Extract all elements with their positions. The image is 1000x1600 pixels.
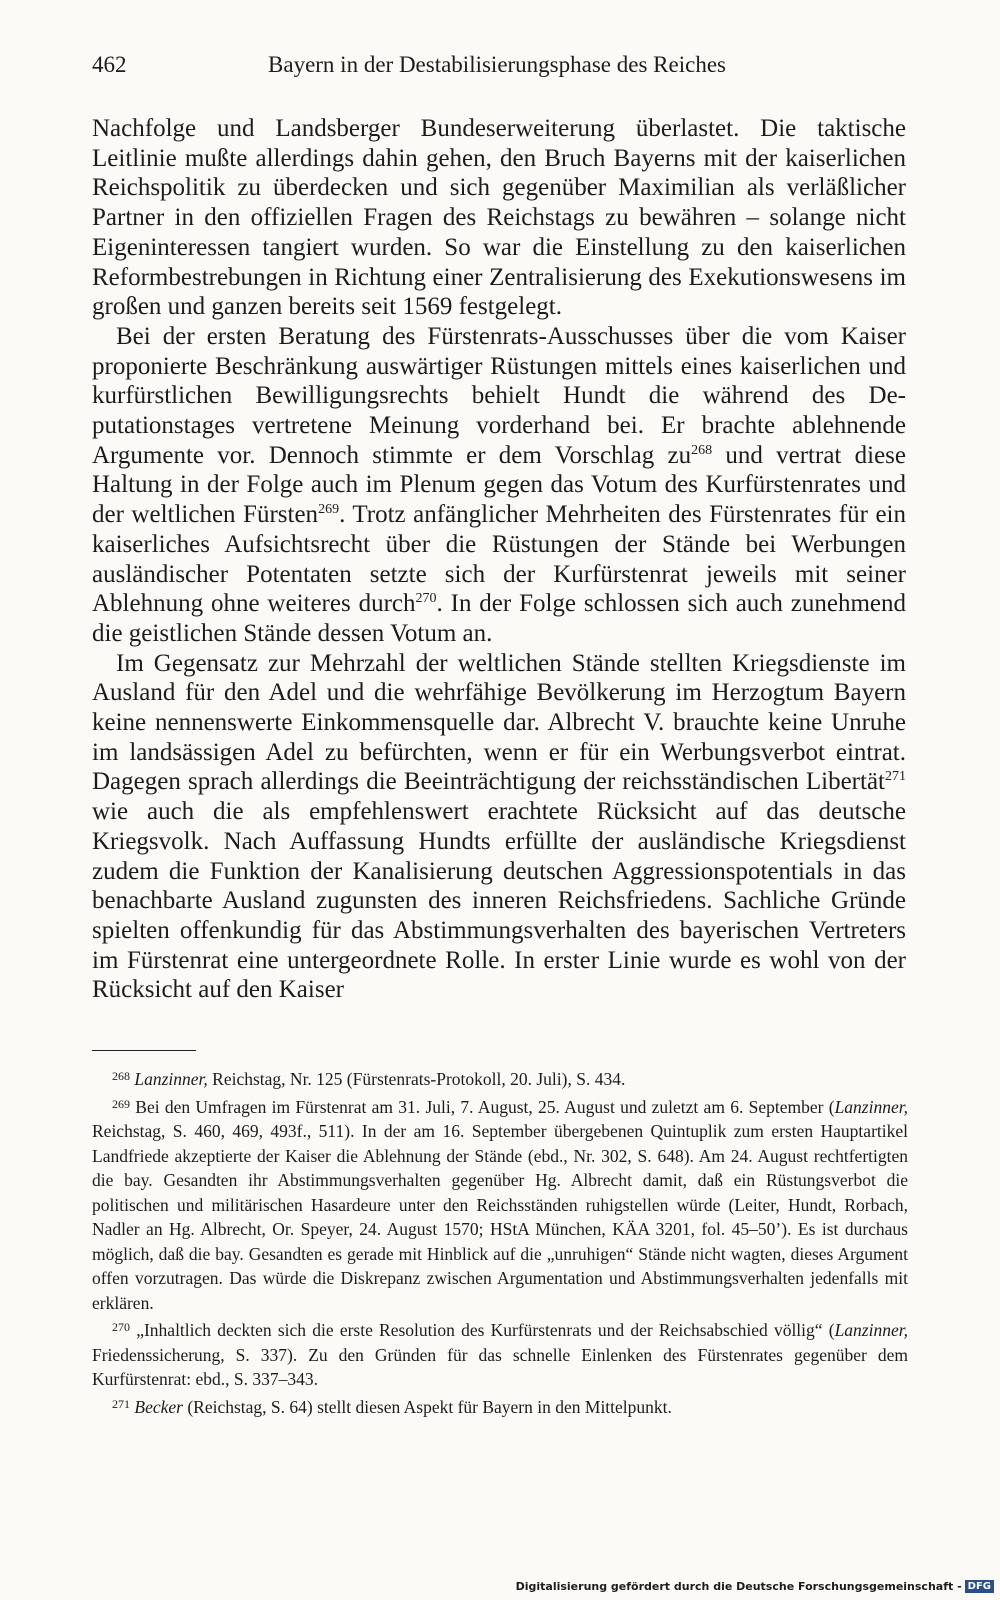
paragraph-3-text-a: Im Gegensatz zur Mehrzahl der weltlichen Stände stellten Kriegsdienste im Ausland für den Adel und die wehrfähige Bevölkerung im Herzogtum Bayern keine nennenswerte Einkommensquelle dar. Albrecht V. brauchte keine Unruhe im landsässigen Adel zu befürchten, wenn er für ein Werbungsverbot eintrat. Dagegen sprach allerdings die Beeinträchtigung der reichsständischen Libertät bbox=[92, 649, 906, 796]
footnote-author: Becker bbox=[134, 1396, 183, 1417]
footnotes bbox=[92, 1064, 908, 1419]
dfg-logo-icon: DFG bbox=[965, 1580, 994, 1593]
footnote-269 bbox=[92, 1092, 908, 1316]
footnote-ref-271[interactable]: 271 bbox=[885, 769, 906, 785]
footnote-text: Bei den Umfragen im Fürstenrat am 31. Juli, 7. August, 25. August und zuletzt am 6. September ( bbox=[130, 1096, 835, 1117]
running-title: Bayern in der Destabilisierungsphase des Reiches bbox=[268, 52, 726, 77]
main-text bbox=[92, 114, 906, 1005]
digitization-footer bbox=[516, 1576, 994, 1596]
footnote-author: Lanzinner, bbox=[834, 1320, 908, 1340]
footnote-text: Reichstag, S. 460, 469, 493f., 511). In der am 16. September übergebenen Quintuplik zum ersten Hauptartikel Landfriede akzeptierte der Kaiser die Ablehnung der Stände (ebd., Nr. 302, S. 648). Am 24. August rechtfertigten die bay. Gesandten ihr Abstimmungsverhalten gegenüber Hg. Albrecht damit, daß ein Rüstungsverbot die politischen und militärischen Hasardeure unter den Reichsständen ruhigstellen würde (Leiter, Hundt, Rorbach, Nadler an Hg. Albrecht, Or. Speyer, 24. August 1570; HStA München, KÄA 3201, fol. 45–50’). Es ist durchaus möglich, daß die bay. Gesandten es gerade mit Hinblick auf die „unruhigen“ Stände nicht wagten, dieses Argument offen vorzutragen. Das würde die Diskrepanz zwischen Argumentation und Abstimmungsverhalten jedenfalls mit erklären. bbox=[92, 1121, 908, 1313]
footnote-number: 271 bbox=[112, 1396, 130, 1411]
footnote-number: 268 bbox=[112, 1069, 130, 1083]
footnote-separator bbox=[92, 1050, 196, 1051]
paragraph-2 bbox=[92, 322, 906, 649]
paragraph-2-text-d: . In der Folge schlossen sich auch zunehmend die geistlichen Stände dessen Votum an. bbox=[92, 590, 907, 647]
paragraph-3 bbox=[92, 649, 906, 1005]
footnote-author: Lanzinner, bbox=[134, 1069, 208, 1089]
footnote-ref-270[interactable]: 270 bbox=[415, 591, 437, 607]
paragraph-2-text-b: und vertrat diese Haltung in der Folge auch im Plenum gegen das Votum des Kurfürstenrates und der weltlichen Fürsten bbox=[92, 441, 907, 529]
footnote-268 bbox=[92, 1064, 908, 1092]
footnote-text: Friedenssicherung, S. 337). Zu den Gründen für das schnelle Einlenken des Fürstenrates gegenüber dem Kurfürstenrat: ebd., S. 337–343. bbox=[92, 1344, 908, 1389]
footnote-ref-268[interactable]: 268 bbox=[691, 442, 713, 458]
footnote-author: Lanzinner, bbox=[834, 1096, 908, 1117]
paragraph-1: Nachfolge und Landsberger Bundeserweiterung überlastet. Die taktische Leitlinie mußte allerdings dahin gehen, den Bruch Bayerns mit der kaiserlichen Reichspolitik zu überdecken und sich gegenüber Maximilian als verläßlicher Partner in den offiziellen Fragen des Reichstags zu bewähren – solange nicht Eigeninteressen tangiert wurden. So war die Einstellung zu den kaiserlichen Reformbestrebungen in Richtung einer Zentralisierung des Exekutionswesens im großen und ganzen bereits seit 1569 festgelegt. bbox=[92, 115, 906, 321]
footnote-text: Reichstag, Nr. 125 (Fürstenrats-Protokoll, 20. Juli), S. 434. bbox=[207, 1069, 626, 1089]
digitization-note: Digitalisierung gefördert durch die Deutsche Forschungsgemeinschaft - bbox=[515, 1579, 962, 1593]
footnote-ref-269[interactable]: 269 bbox=[318, 502, 340, 518]
paragraph-2-text-a: Bei der ersten Beratung des Fürstenrats-Ausschusses über die vom Kaiser proponierte Beschränkung auswärtiger Rüstungen mittels eines kaiserlichen und kurfürstlichen Bewilligungsrechts behielt Hundt die während des Deputationstages vertretene Meinung vorderhand bei. Er brachte ablehnende Argumente vor. Dennoch stimmte er dem Vorschlag zu bbox=[92, 322, 906, 469]
page-header bbox=[92, 52, 902, 88]
footnote-text: (Reichstag, S. 64) stellt diesen Aspekt für Bayern in den Mittelpunkt. bbox=[182, 1396, 672, 1417]
footnote-text: „Inhaltlich deckten sich die erste Resolution des Kurfürstenrats und der Reichsabschied völlig“ ( bbox=[130, 1320, 835, 1340]
footnote-270 bbox=[92, 1315, 908, 1392]
paragraph-2-text-c: . Trotz anfänglicher Mehrheiten des Fürstenrates für ein kaiserliches Aufsichtsrecht über die Rüstungen der Stände bei Werbungen ausländischer Potentaten setzte sich der Kurfürstenrat jeweils mit seiner Ablehnung ohne weiteres durch bbox=[92, 501, 906, 618]
footnote-number: 269 bbox=[112, 1096, 130, 1111]
paragraph-3-text-b: wie auch die als empfehlenswert erachtete Rücksicht auf das deutsche Kriegsvolk. Nach Auffassung Hundts erfüllte der ausländische Kriegsdienst zudem die Funktion der Kanalisierung deutschen Aggressionspotentials in das benachbarte Ausland zugunsten des inneren Reichsfriedens. Sachliche Gründe spielten offenkundig für das Abstimmungsverhalten des bayerischen Vertreters im Fürstenrat eine untergeordnete Rolle. In erster Linie wurde es wohl von der Rücksicht auf den Kaiser bbox=[92, 798, 906, 1004]
footnote-271 bbox=[92, 1392, 908, 1420]
page-number: 462 bbox=[92, 52, 127, 77]
footnote-number: 270 bbox=[112, 1320, 130, 1334]
